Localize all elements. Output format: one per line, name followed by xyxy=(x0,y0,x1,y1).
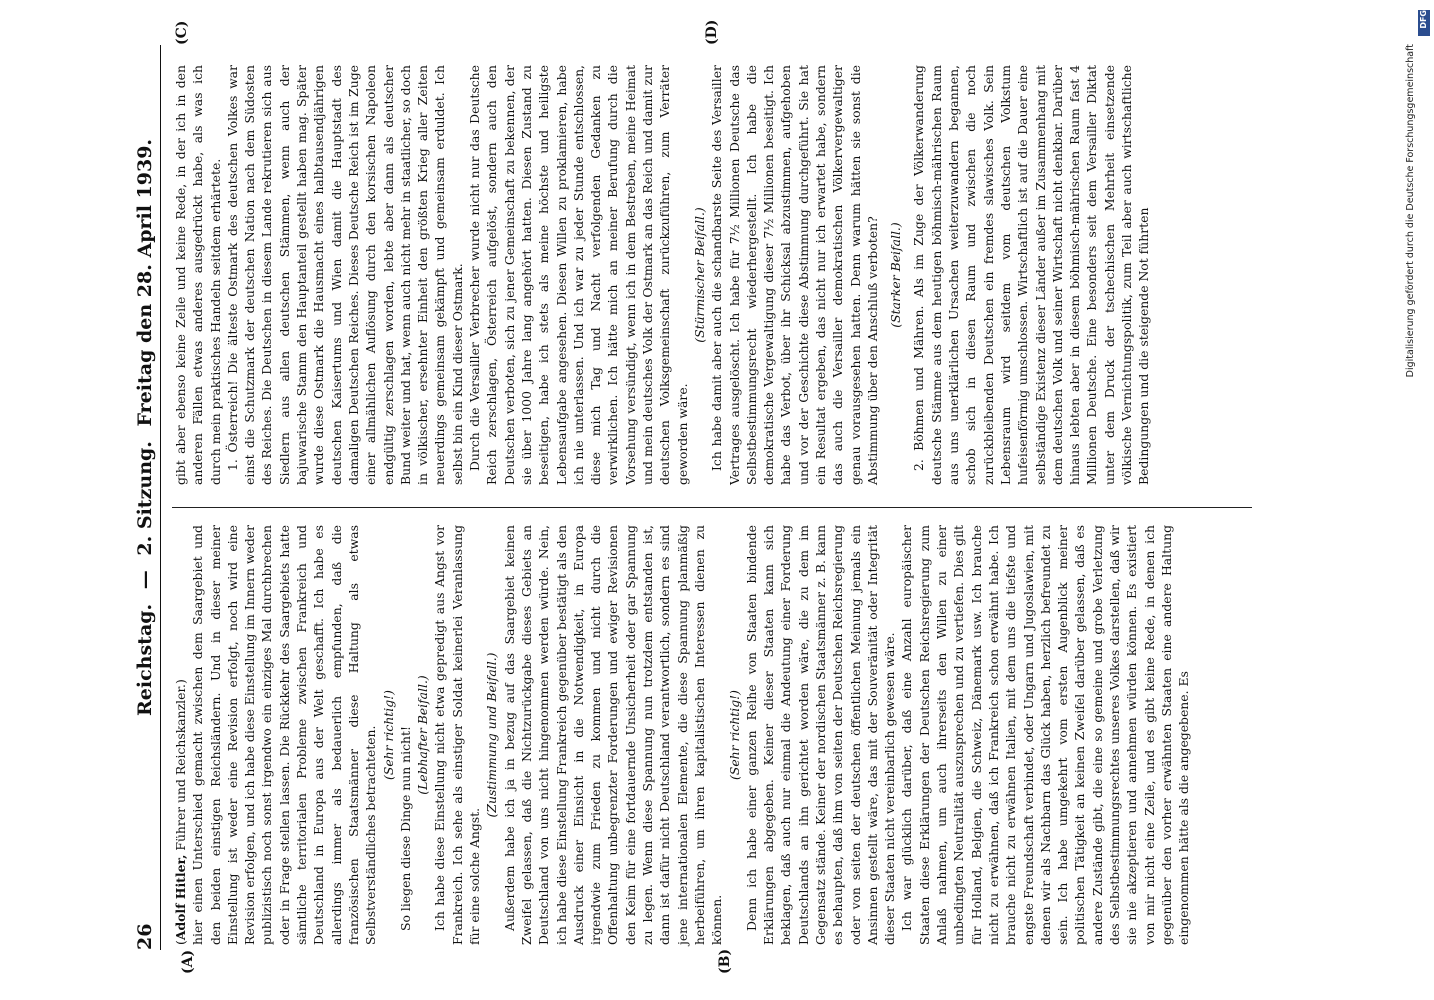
paragraph: 1. Österreich! Die älteste Ostmark des deutschen Volkes war einst die Schutzmark der deutschen Nation nach dem Südosten des Reiches. Die Deutschen in diesem Lande rekrutieren sich aus Siedlern aus allen deutschen Stämmen, wenn auch der bajuwarische Stamm den Hauptanteil gestellt haben mag. Später wurde diese Ostmark die Hausmacht eines halbtausendjährigen deutschen Kaisertums und Wien damit die Hauptstadt des damaligen Deutschen Reiches. Dieses Deutsche Reich ist im Zuge einer allmählichen Auflösung durch den korsischen Napoleon endgültig zerschlagen worden, lebte aber dann als deutscher Bund weiter und hat, wenn auch nicht mehr in staatlicher, so doch in völkischer, ersehnter Einheit den größten Krieg aller Zeiten neuerdings gemeinsam gekämpft und gemeinsam erduldet. Ich selbst bin ein Kind dieser Ostmark. xyxy=(224,65,465,485)
paragraph: So liegen diese Dinge nun nicht! xyxy=(397,726,413,931)
printed-page xyxy=(102,10,1332,990)
header-dash: — xyxy=(134,570,156,590)
speaker-name: Adolf Hitler, xyxy=(173,854,188,941)
paragraph: Ich habe diese Einstellung nicht etwa gepredigt aus Angst vor Frankreich. Ich sehe als einstiger Soldat keinerlei Veranlassung für eine solche Angst. xyxy=(432,525,483,945)
interjection: (Sehr richtig!) xyxy=(726,690,742,780)
paragraph: hier einen Unterschied gemacht zwischen dem Saargebiet und den beiden einstigen Reichsländern. Und in dieser meiner Einstellung ist weder eine Revision erfolgt, noch wird eine Revision erfolgen, und ich habe diese Einstellung im Innern weder publizistisch noch sonst irgendwo ein einziges Mal durchbrechen oder in Frage stellen lassen. Die Rückkehr des Saargebiets hatte sämtliche territorialen Probleme zwischen Frankreich und Deutschland in Europa aus der Welt geschafft. Ich habe es allerdings immer als bedauerlich empfunden, daß die französischen Staatsmänner diese Haltung als etwas Selbstverständliches betrachteten. xyxy=(190,524,379,945)
page-number: 26 xyxy=(134,923,156,950)
header-date: Freitag den 28. April 1939. xyxy=(134,138,156,427)
dfg-logo-text: DFG xyxy=(1419,10,1428,29)
interjection: (Sehr richtig!) xyxy=(380,690,396,780)
header-reichstag: Reichstag. xyxy=(134,603,156,716)
paragraph: Ich habe damit aber auch die schandbarste Seite des Versailler Vertrages ausgelöscht. Ich habe für 7½ Millionen Deutsche das Selbstbestimmungsrecht wiederhergestellt. Ich habe die demokratische Vergewaltigung dieser 7½ Millionen beseitigt. Ich habe das Verbot, über ihr Schicksal abzustimmen, aufgehoben und vor der Geschichte diese Abstimmung durchgeführt. Sie hat ein Resultat ergeben, das nicht nur ich erwartet habe, sondern das auch die Versailler demokratischen Völkervergewaltiger genau vorausgesehen hatten. Denn warum hätten sie sonst die Abstimmung über den Anschluß verboten? xyxy=(709,65,880,485)
header-title xyxy=(134,138,156,720)
right-column xyxy=(172,65,1153,485)
interjection: (Lebhafter Beifall.) xyxy=(415,675,431,795)
margin-mark-b: (B) xyxy=(717,948,733,974)
paragraph: Außerdem habe ich ja in bezug auf das Saargebiet keinen Zweifel gelassen, daß die Nichtzurückgabe dieses Gebiets an Deutschland von uns nicht hingenommen werden würde. Nein, ich habe diese Einstellung Frankreich gegenüber bestätigt als den Ausdruck einer Einsicht in die Notwendigkeit, in Europa irgendwie zum Frieden zu kommen und nicht durch die Offenhaltung unbegrenzter Forderungen und ewiger Revisionen den Keim für eine fortdauernde Unsicherheit oder gar Spannung zu legen. Wenn diese Spannung nun trotzdem entstanden ist, dann ist dafür nicht Deutschland verantwortlich, sondern es sind jene internationalen Elemente, die diese Spannung planmäßig herbeiführen, um ihren kapitalistischen Interessen dienen zu können. xyxy=(501,525,725,945)
margin-mark-c: (C) xyxy=(174,20,190,45)
interjection: (Stürmischer Beifall.) xyxy=(691,207,707,343)
paragraph: Denn ich habe einer ganzen Reihe von Staaten bindende Erklärungen abgegeben. Keiner dieser Staaten kann sich beklagen, daß auch nur einmal die Andeutung einer Forderung Deutschlands an ihn gerichtet worden wäre, die zu dem im Gegensatz stände. Keiner der nordischen Staatsmänner z. B. kann es behaupten, daß ihm von seiten der Deutschen Reichsregierung oder von seiten der deutschen öffentlichen Meinung jemals ein Ansinnen gestellt wäre, das mit der Souveränität oder Integrität dieser Staaten nicht vereinbarlich gewesen wäre. xyxy=(743,525,898,945)
paragraph: Durch die Versailler Verbrecher wurde nicht nur das Deutsche Reich zerschlagen, Österreich aufgelöst, sondern auch den Deutschen verboten, sich zu jener Gemeinschaft zu bekennen, der sie über 1000 Jahre lang angehört hatten. Diesen Zustand zu beseitigen, habe ich stets als meine höchste und heiligste Lebensaufgabe angesehen. Diesen Willen zu proklamieren, habe ich nie unterlassen. Und ich war zu jeder Stunde entschlossen, diese mich Tag und Nacht verfolgenden Gedanken zu verwirklichen. Ich hätte mich an meiner Berufung durch die Vorsehung versündigt, wenn ich in dem Bestreben, meine Heimat und mein deutsches Volk der Ostmark an das Reich und damit zur deutschen Volksgemeinschaft zurückzuführen, zum Verräter geworden wäre. xyxy=(467,65,690,485)
interjection: (Zustimmung und Beifall.) xyxy=(484,652,500,818)
speaker-role: Führer und Reichskanzler.) xyxy=(173,679,188,855)
paragraph: 2. Böhmen und Mähren. Als im Zuge der Völkerwanderung deutsche Stämme aus dem heutigen böhmisch-mährischen Raum aus uns unerklärlichen Ursachen weiterzuwandern begannen, schob sich in diesen Raum und zwischen die noch zurückbleibenden Deutschen ein fremdes slawisches Volk. Sein Lebensraum wird seitdem vom deutschen Volkstum hufeisenförmig umschlossen. Wirtschaftlich ist auf die Dauer eine selbständige Existenz dieser Länder außer im Zusammenhang mit dem deutschen Volk und seiner Wirtschaft nicht denkbar. Darüber hinaus lebten aber in diesem böhmisch-mährischen Raum fast 4 Millionen Deutsche. Eine besonders seit dem Versailler Diktat unter dem Druck der tschechischen Mehrheit einsetzende völkische Vernichtungspolitik, zum Teil aber auch wirtschaftliche Bedingungen und die steigende Not führten xyxy=(911,65,1152,485)
digitization-credit xyxy=(1405,8,1423,608)
margin-mark-a: (A) xyxy=(180,949,196,974)
paragraph: Ich war glücklich darüber, daß eine Anzahl europäischer Staaten diese Erklärungen der Deutschen Reichsregierung zum Anlaß nahmen, um auch ihrerseits den Willen zu einer unbedingten Neutralität auszusprechen und zu vertiefen. Dies gilt für Holland, Belgien, die Schweiz, Dänemark usw. Ich brauche nicht zu erwähnen, daß ich Frankreich schon erwähnt habe. Ich brauche nicht zu erwähnen Italien, mit dem uns die tiefste und engste Freundschaft verbindet, oder Ungarn und Jugoslawien, mit denen wir als Nachbarn das Glück haben, herzlich befreundet zu sein. Ich habe umgekehrt vom ersten Augenblick meiner politischen Tätigkeit an keinen Zweifel darüber gelassen, daß es andere Zustände gibt, die eine so gemeine und grobe Verletzung des Selbstbestimmungsrechtes unseres Volkes darstellen, daß wir sie nie akzeptieren und annehmen würden können. Es existiert von mir nicht eine Zeile, und es gibt keine Rede, in denen ich gegenüber den vorher erwähnten Staaten eine andere Haltung eingenommen hätte als die angegebene. Es xyxy=(899,525,1192,945)
interjection: (Starker Beifall.) xyxy=(888,222,904,328)
speaker-line: (Adolf Hitler, Führer und Reichskanzler.) xyxy=(173,679,188,945)
column-divider xyxy=(172,507,1252,508)
margin-mark-d: (D) xyxy=(704,19,720,45)
header-session: 2. Sitzung. xyxy=(134,441,156,556)
left-column xyxy=(172,525,1193,945)
credit-text: Digitalisierung gefördert durch die Deutsche Forschungsgemeinschaft xyxy=(1405,44,1416,378)
header-rule xyxy=(160,45,161,950)
paragraph: gibt aber ebenso keine Zeile und keine Rede, in der ich in den anderen Fällen etwas anderes ausgedrückt habe, als was ich durch mein praktisches Handeln seitdem erhärtete. xyxy=(173,65,223,485)
